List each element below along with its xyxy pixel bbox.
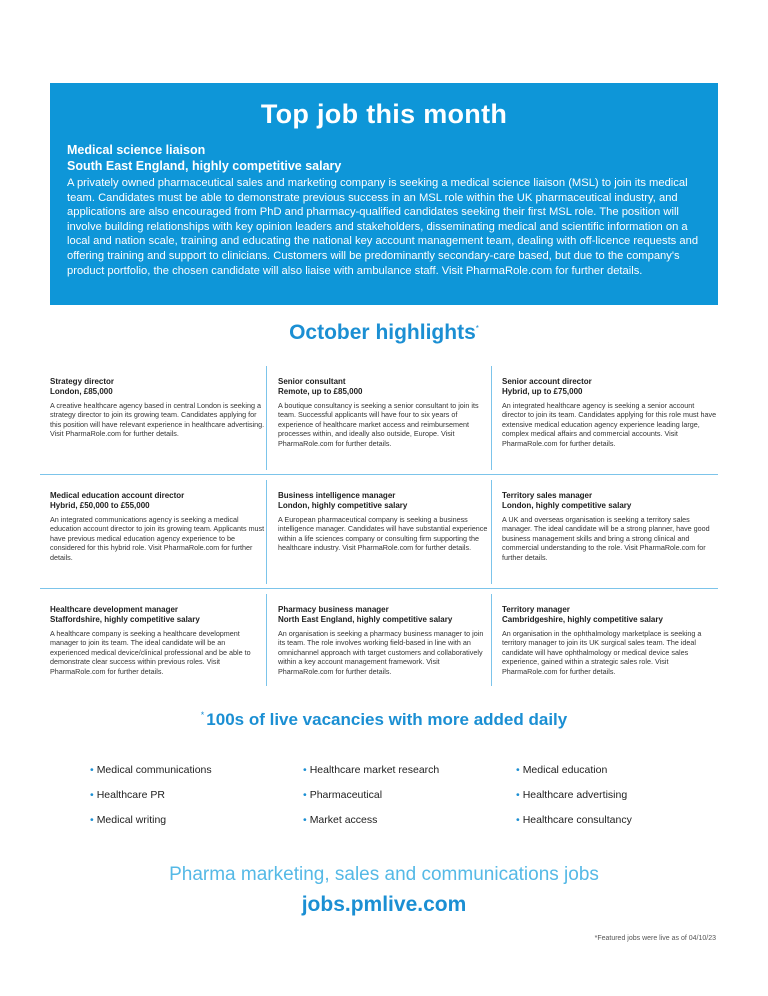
category-item[interactable] [303, 789, 516, 814]
job-location: North East England, highly competitive salary [278, 615, 453, 624]
category-list [90, 764, 730, 839]
highlights-marker: * [475, 324, 479, 333]
highlights-heading [0, 321, 768, 345]
category-label: Healthcare PR [96, 789, 165, 801]
highlights-heading-text: October highlights [289, 321, 476, 344]
job-location: London, £85,000 [50, 387, 113, 396]
job-description: An integrated communications agency is seeking a medical education account director to join its growing team. Applicants must have previous medical education agency experience to be considered for this hybrid role. Visit PharmaRole.com for further details. [50, 515, 265, 562]
category-label: Medical communications [96, 764, 212, 776]
category-item[interactable] [90, 789, 303, 814]
category-label: Medical writing [96, 814, 167, 826]
category-label: Healthcare consultancy [522, 814, 632, 826]
category-label: Healthcare market research [309, 764, 440, 776]
job-description: An organisation in the ophthalmology marketplace is seeking a territory manager to join its UK surgical sales team. The ideal candidate will have ophthalmology or medical device sales experience, gained within a strategic sales role. Visit PharmaRole.com for further details. [502, 629, 702, 676]
top-job-title: Medical science liaison [67, 143, 206, 157]
tagline: Pharma marketing, sales and communications jobs [169, 864, 599, 885]
job-description: A boutique consultancy is seeking a senior consultant to join its team. Successful applicants will have four to six years of experience of healthcare market access and reimbursement processes within, and ideally also outside, Europe. Visit PharmaRole.com for further details. [278, 401, 479, 448]
category-item[interactable] [90, 814, 303, 839]
bullet-icon: • [90, 789, 94, 801]
job-title: Strategy director [50, 377, 115, 386]
category-label: Medical education [522, 764, 608, 776]
job-location: London, highly competitive salary [278, 501, 408, 510]
top-job-heading: Top job this month [260, 99, 508, 129]
category-item[interactable] [90, 764, 303, 789]
bullet-icon: • [303, 764, 307, 776]
category-item[interactable] [303, 814, 516, 839]
top-job-box [50, 83, 718, 305]
job-description: A healthcare company is seeking a healthcare development manager to join its team. The ideal candidate will be an experienced medical device/clinical professional and be able to demonstrate clear success within previous roles. Visit PharmaRole.com for further details. [50, 629, 251, 676]
top-job-description: A privately owned pharmaceutical sales and marketing company is seeking a medical science liaison (MSL) to join its medical team. Candidates must be able to demonstrate previous success in an MSL role within the UK pharmaceutical industry, and applications are also encouraged from PhD and pharmacy-qualified candidates seeking their first MSL role. The position will involve building relationships with key opinion leaders and stakeholders, disseminating medical and scientific information on a local and nation scale, training and educating the national key account management team, dealing with off-licence requests and offering training and support to clinicians. Customers will be predominantly secondary-care based, but due to the company's product portfolio, the chosen candidate will also liaise with ambulance staff. Visit PharmaRole.com for further details. [67, 177, 699, 277]
job-title: Territory manager [502, 605, 570, 614]
category-label: Healthcare advertising [522, 789, 628, 801]
job-description: A creative healthcare agency based in central London is seeking a strategy director to join its growing team. Candidates applying for this position will have relevant experience in healthcare advertising. Visit PharmaRole.com for further details. [50, 401, 265, 439]
bullet-icon: • [90, 814, 94, 826]
category-item[interactable] [516, 764, 729, 789]
job-card[interactable] [40, 594, 266, 686]
site-url-link[interactable]: jobs.pmlive.com [301, 893, 467, 916]
job-description: An integrated healthcare agency is seeking a senior account director to join its team. Candidates applying for this role must have extensive medical education agency experience leading large, complex medical affairs and commercial accounts. Visit PharmaRole.com for further details. [502, 401, 717, 448]
vacancies-heading-text: 100s of live vacancies with more added daily [206, 710, 568, 729]
job-location: Hybrid, up to £75,000 [502, 387, 583, 396]
job-description: A UK and overseas organisation is seeking a territory sales manager. The ideal candidate will be a strong planner, have good business management skills and bring a strong clinical and commercial understanding to the role. Visit PharmaRole.com for further details. [502, 515, 710, 562]
job-card[interactable] [40, 480, 266, 584]
row-divider [40, 588, 718, 589]
job-description: An organisation is seeking a pharmacy business manager to join its team. The role involves working field-based in line with an omnichannel approach with target customers and collaboratively within a key account management framework. Visit PharmaRole.com for further details. [278, 629, 484, 676]
category-label: Market access [309, 814, 378, 826]
vacancies-heading [0, 710, 768, 730]
bullet-icon: • [516, 814, 520, 826]
job-card[interactable] [266, 594, 492, 686]
bullet-icon: • [516, 789, 520, 801]
job-card[interactable] [40, 366, 266, 470]
job-title: Senior consultant [278, 377, 346, 386]
category-item[interactable] [303, 764, 516, 789]
job-card[interactable] [492, 366, 718, 470]
job-location: Hybrid, £50,000 to £55,000 [50, 501, 150, 510]
job-title: Territory sales manager [502, 491, 593, 500]
row-divider [40, 474, 718, 475]
bullet-icon: • [303, 814, 307, 826]
bullet-icon: • [90, 764, 94, 776]
job-card[interactable] [266, 366, 492, 470]
job-card[interactable] [492, 480, 718, 584]
job-card[interactable] [492, 594, 718, 686]
job-title: Business intelligence manager [278, 491, 396, 500]
vacancies-marker: * [200, 710, 205, 721]
job-location: Cambridgeshire, highly competitive salary [502, 615, 663, 624]
bullet-icon: • [303, 789, 307, 801]
category-item[interactable] [516, 814, 729, 839]
bullet-icon: • [516, 764, 520, 776]
job-highlights-grid [40, 366, 718, 686]
job-description: A European pharmaceutical company is seeking a business intelligence manager. Candidates will have substantial experience within a life sciences company or consulting firm supporting the healthcare industry. Visit PharmaRole.com for further details. [278, 515, 488, 553]
job-title: Healthcare development manager [50, 605, 179, 614]
job-title: Medical education account director [50, 491, 185, 500]
job-location: Remote, up to £85,000 [278, 387, 363, 396]
top-job-location: South East England, highly competitive salary [67, 159, 342, 173]
job-location: Staffordshire, highly competitive salary [50, 615, 200, 624]
category-label: Pharmaceutical [309, 789, 383, 801]
footnote: *Featured jobs were live as of 04/10/23 [594, 935, 716, 942]
job-card[interactable] [266, 480, 492, 584]
job-title: Senior account director [502, 377, 592, 386]
job-location: London, highly competitive salary [502, 501, 632, 510]
category-item[interactable] [516, 789, 729, 814]
job-title: Pharmacy business manager [278, 605, 389, 614]
